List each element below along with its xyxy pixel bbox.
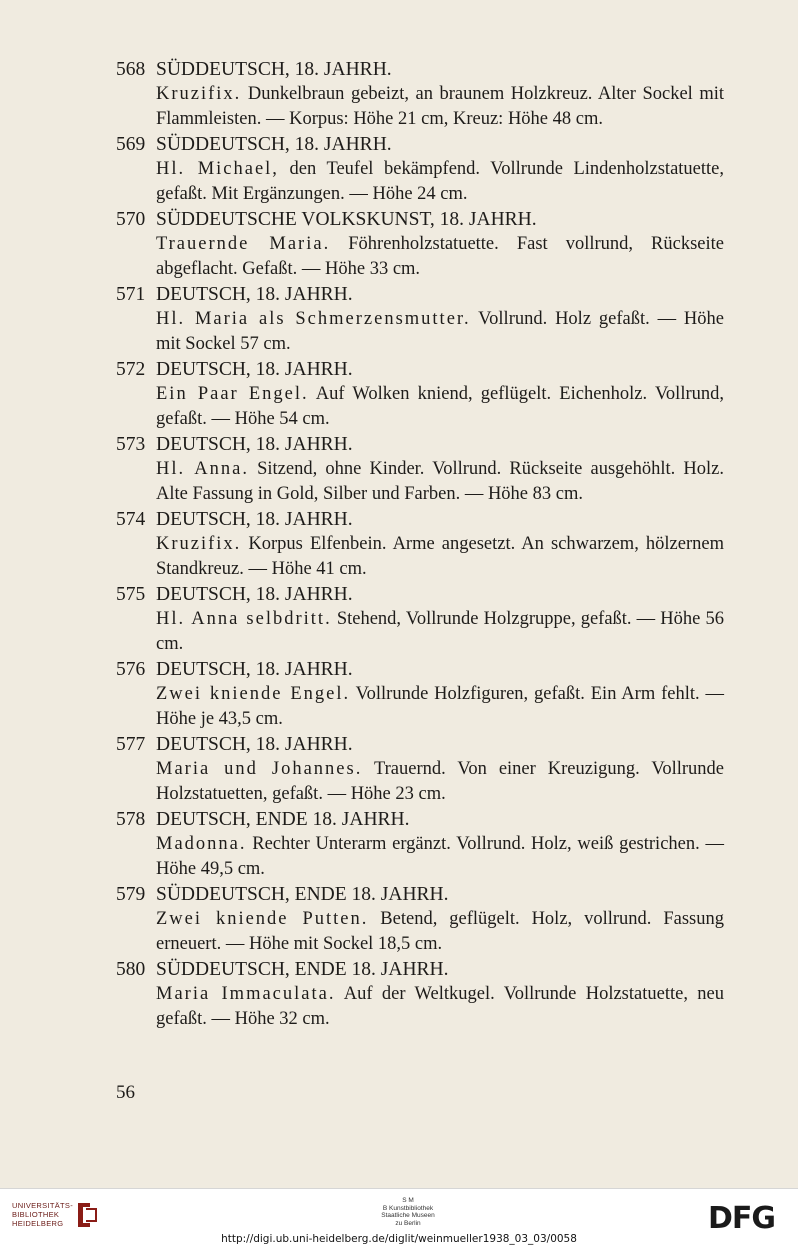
entry-description [156, 157, 724, 206]
university-library-label[interactable] [12, 1201, 76, 1228]
entry-heading [116, 358, 724, 382]
entry-title: Zwei kniende Putten. [156, 909, 369, 929]
university-line-2: BIBLIOTHEK [12, 1210, 60, 1219]
entry-origin: DEUTSCH, 18. JAHRH. [156, 359, 353, 380]
entry-number: 568 [116, 59, 146, 80]
catalog-entry [116, 358, 724, 431]
entry-heading [116, 433, 724, 457]
university-line-1: UNIVERSITÄTS- [12, 1201, 73, 1210]
catalog-entry [116, 433, 724, 506]
entry-details: Dunkelbraun gebeizt, an braunem Holzkreuz. Alter Sockel mit Flammleisten. — Korpus: Höhe 21 cm, Kreuz: Höhe 48 cm. [156, 84, 724, 129]
entry-number: 578 [116, 809, 146, 830]
entry-number: 569 [116, 134, 146, 155]
entry-origin: DEUTSCH, 18. JAHRH. [156, 584, 353, 605]
permalink-url[interactable]: http://digi.ub.uni-heidelberg.de/diglit/weinmueller1938_03_03/0058 [221, 1233, 577, 1245]
entry-origin: SÜDDEUTSCH, ENDE 18. JAHRH. [156, 884, 449, 905]
entry-origin: SÜDDEUTSCH, 18. JAHRH. [156, 59, 392, 80]
entry-description [156, 757, 724, 806]
stamp-line-4: zu Berlin [395, 1219, 421, 1227]
stamp-line-3: Staatliche Museen [381, 1212, 435, 1219]
entry-heading [116, 958, 724, 982]
catalog-entry [116, 808, 724, 881]
entry-heading [116, 58, 724, 82]
entry-title: Maria Immaculata. [156, 984, 336, 1004]
entry-title: Hl. Michael, [156, 159, 279, 179]
page-number: 56 [116, 1082, 135, 1103]
entry-origin: DEUTSCH, 18. JAHRH. [156, 434, 353, 455]
entry-number: 571 [116, 284, 146, 305]
entry-number: 579 [116, 884, 146, 905]
entry-heading [116, 658, 724, 682]
university-logo-icon[interactable] [74, 1199, 100, 1231]
entry-heading [116, 733, 724, 757]
catalog-entry [116, 733, 724, 806]
entry-details: Trauernd. Von einer Kreuzigung. Vollrunde Holzstatuetten, gefaßt. — Höhe 23 cm. [156, 759, 724, 804]
catalog-entry [116, 883, 724, 956]
entry-details: Föhrenholzstatuette. Fast vollrund, Rückseite abgeflacht. Gefaßt. — Höhe 33 cm. [156, 234, 725, 279]
entry-description [156, 907, 724, 956]
entry-details: Betend, geflügelt. Holz, vollrund. Fassung erneuert. — Höhe mit Sockel 18,5 cm. [156, 909, 724, 954]
entry-description [156, 457, 724, 506]
entry-heading [116, 208, 724, 232]
stamp-line-2: B Kunstbibliothek [382, 1204, 434, 1212]
entry-number: 575 [116, 584, 146, 605]
entry-description [156, 982, 724, 1031]
entry-origin: SÜDDEUTSCH, ENDE 18. JAHRH. [156, 959, 449, 980]
entry-details: Stehend, Vollrunde Holzgruppe, gefaßt. — Höhe 56 cm. [156, 609, 724, 654]
entry-title: Madonna. [156, 834, 247, 854]
entry-heading [116, 283, 724, 307]
catalog-entry [116, 583, 724, 656]
entry-description [156, 607, 724, 656]
entry-details: Rechter Unterarm ergänzt. Vollrund. Holz, weiß gestrichen. — Höhe 49,5 cm. [156, 834, 724, 879]
entry-number: 580 [116, 959, 146, 980]
entry-description [156, 232, 724, 281]
viewer-footer [0, 1188, 798, 1249]
entry-origin: SÜDDEUTSCHE VOLKSKUNST, 18. JAHRH. [156, 209, 537, 230]
catalog-entry [116, 208, 724, 281]
entry-title: Kruzifix. [156, 84, 242, 104]
catalog-entry [116, 58, 724, 131]
dfg-logo[interactable]: DFG [708, 1201, 776, 1236]
university-line-3: HEIDELBERG [12, 1219, 64, 1228]
catalog-entry [116, 508, 724, 581]
entry-origin: DEUTSCH, ENDE 18. JAHRH. [156, 809, 410, 830]
entry-details: Vollrunde Holzfiguren, gefaßt. Ein Arm fehlt. — Höhe je 43,5 cm. [156, 684, 724, 729]
entry-title: Zwei kniende Engel. [156, 684, 351, 704]
entry-origin: SÜDDEUTSCH, 18. JAHRH. [156, 134, 392, 155]
entry-details: Auf der Weltkugel. Vollrunde Holzstatuette, neu gefaßt. — Höhe 32 cm. [156, 984, 724, 1029]
entry-details: Auf Wolken kniend, geflügelt. Eichenholz. Vollrund, gefaßt. — Höhe 54 cm. [156, 384, 724, 429]
entry-title: Maria und Johannes. [156, 759, 363, 779]
entry-title: Hl. Maria als Schmerzensmutter. [156, 309, 471, 329]
entry-title: Trauernde Maria. [156, 234, 331, 254]
entry-details: den Teufel bekämpfend. Vollrunde Lindenholzstatuette, gefaßt. Mit Ergänzungen. — Höhe 24 cm. [156, 159, 724, 204]
stamp-line-1: S M [402, 1197, 414, 1204]
entry-description [156, 532, 724, 581]
entry-origin: DEUTSCH, 18. JAHRH. [156, 734, 353, 755]
entry-heading [116, 883, 724, 907]
museum-stamp [368, 1197, 448, 1227]
entry-heading [116, 508, 724, 532]
catalog-entries [116, 58, 724, 1033]
entry-number: 573 [116, 434, 146, 455]
catalog-entry [116, 133, 724, 206]
entry-details: Vollrund. Holz gefaßt. — Höhe mit Sockel 57 cm. [156, 309, 724, 354]
entry-description [156, 382, 724, 431]
entry-details: Sitzend, ohne Kinder. Vollrund. Rückseite ausgehöhlt. Holz. Alte Fassung in Gold, Silber und Farben. — Höhe 83 cm. [156, 459, 724, 504]
catalog-entry [116, 658, 724, 731]
entry-number: 574 [116, 509, 146, 530]
entry-number: 577 [116, 734, 146, 755]
entry-description [156, 682, 724, 731]
entry-origin: DEUTSCH, 18. JAHRH. [156, 659, 353, 680]
entry-description [156, 832, 724, 881]
entry-origin: DEUTSCH, 18. JAHRH. [156, 284, 353, 305]
entry-description [156, 307, 724, 356]
entry-heading [116, 808, 724, 832]
entry-number: 576 [116, 659, 146, 680]
entry-title: Hl. Anna selbdritt. [156, 609, 332, 629]
entry-origin: DEUTSCH, 18. JAHRH. [156, 509, 353, 530]
entry-number: 570 [116, 209, 146, 230]
catalog-entry [116, 283, 724, 356]
entry-title: Hl. Anna. [156, 459, 249, 479]
entry-heading [116, 133, 724, 157]
catalog-entry [116, 958, 724, 1031]
entry-number: 572 [116, 359, 146, 380]
entry-title: Kruzifix. [156, 534, 242, 554]
entry-description [156, 82, 724, 131]
entry-heading [116, 583, 724, 607]
entry-details: Korpus Elfenbein. Arme angesetzt. An schwarzem, hölzernem Standkreuz. — Höhe 41 cm. [156, 534, 724, 579]
entry-title: Ein Paar Engel. [156, 384, 309, 404]
